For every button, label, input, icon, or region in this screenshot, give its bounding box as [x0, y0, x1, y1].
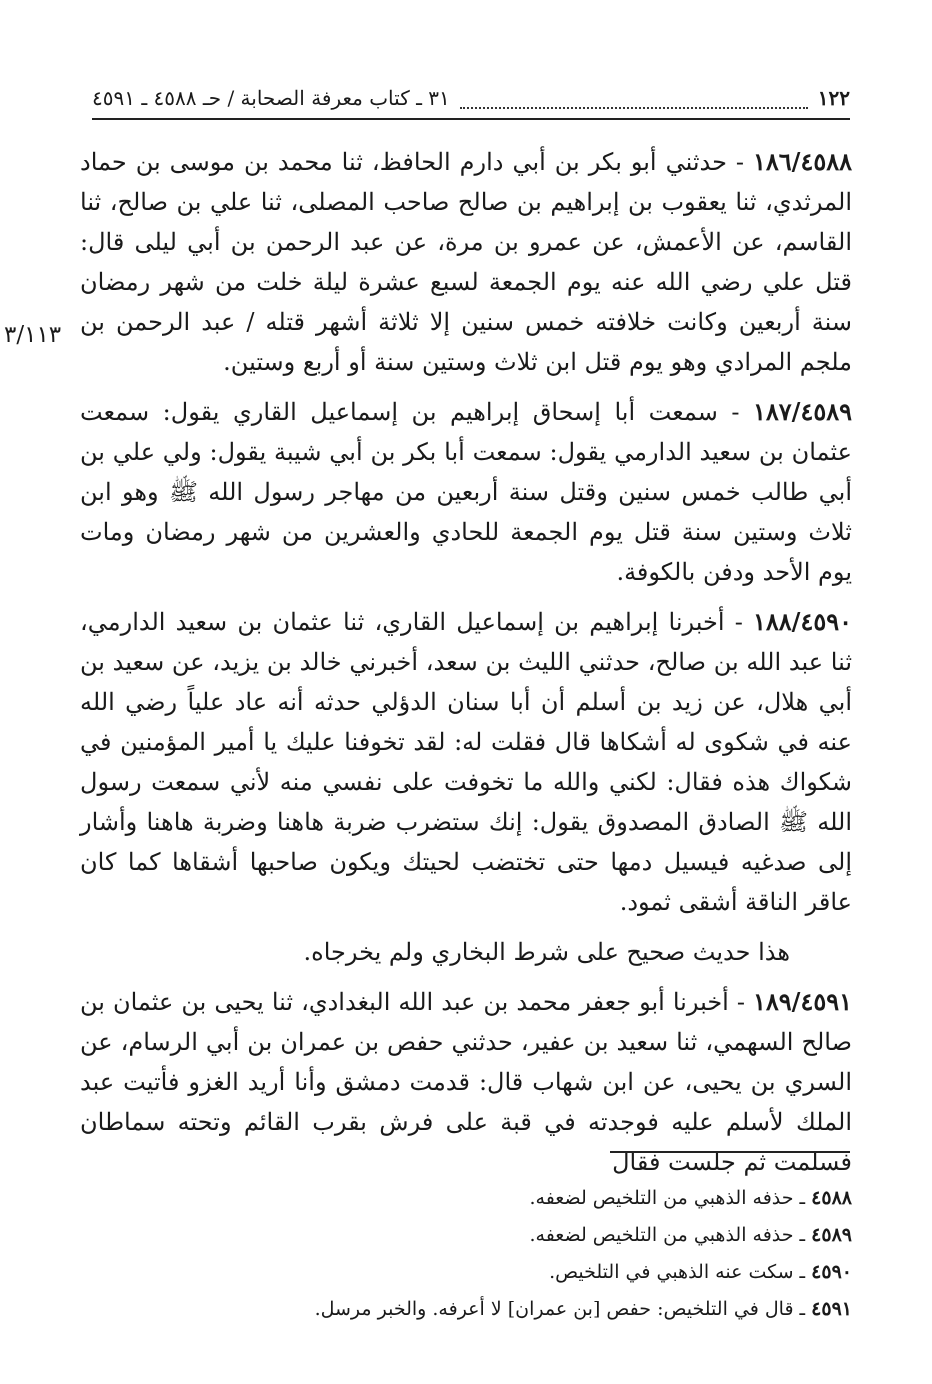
- footnote-text: ـ حذفه الذهبي من التلخيص لضعفه.: [529, 1187, 812, 1209]
- hadith-text: - سمعت أبا إسحاق إبراهيم بن إسماعيل القاري يقول: سمعت عثمان بن سعيد الدارمي يقول: سمعت أبا بكر بن أبي شيبة يقول: ولي علي بن أبي طالب خمس سنين وقتل سنة أربعين من مهاجر رسول الله ﷺ وهو ابن ثلاث وستين سنة قتل يوم الجمعة للحادي والعشرين من شهر رمضان ومات يوم الأحد ودفن بالكوفة.: [80, 398, 853, 586]
- grading-statement: [80, 932, 852, 972]
- footnote-number: ٤٥٨٨: [811, 1187, 852, 1209]
- hadith-number: ١٨٦/٤٥٨٨: [753, 147, 852, 176]
- running-header: [92, 86, 850, 120]
- footnote: [120, 1217, 852, 1254]
- header-dot-leader: [460, 95, 808, 109]
- grading-text: هذا حديث صحيح على شرط البخاري ولم يخرجاه.: [303, 938, 790, 966]
- hadith-number: ١٨٨/٤٥٩٠: [753, 607, 852, 636]
- page-number: ١٢٢: [817, 86, 850, 110]
- chapter-title: ٣١ ـ كتاب معرفة الصحابة / حـ ٤٥٨٨ ـ ٤٥٩١: [92, 86, 450, 110]
- footnote-text: ـ سكت عنه الذهبي في التلخيص.: [549, 1261, 812, 1283]
- hadith-text: - أخبرنا أبو جعفر محمد بن عبد الله البغدادي، ثنا يحيى بن عثمان بن صالح السهمي، ثنا سعيد بن عفير، حدثني حفص بن عمران بن أبي الرسام، عن السري بن يحيى، عن ابن شهاب قال: قدمت دمشق وأنا أريد الغزو فأتيت عبد الملك لأسلم عليه فوجدته في قبة على فرش بقرب القائم وتحته سماطان فسلمت ثم جلست فقال: [80, 988, 852, 1176]
- footnote: [120, 1291, 852, 1328]
- hadith-number: ١٨٩/٤٥٩١: [753, 987, 852, 1016]
- hadith-text: - أخبرنا إبراهيم بن إسماعيل القاري، ثنا عثمان بن سعيد الدارمي، ثنا عبد الله بن صالح، حدثني الليث بن سعد، أخبرني خالد بن يزيد، عن سعيد بن أبي هلال، عن زيد بن أسلم أن أبا سنان الدؤلي حدثه أنه عاد علياً رضي الله عنه في شكوى له أشكاها قال فقلت له: لقد تخوفنا عليك يا أمير المؤمنين في شكواك هذه فقال: لكني والله ما تخوفت على نفسي منه لأني سمعت رسول الله ﷺ الصادق المصدوق يقول: إنك ستضرب ضربة هاهنا وضربة هاهنا وأشار إلى صدغيه فيسيل دمها حتى تختضب لحيتك ويكون صاحبها أشقاها كما كان عاقر الناقة أشقى ثمود.: [80, 608, 852, 916]
- footnote-separator: [610, 1151, 850, 1153]
- hadith-number: ١٨٧/٤٥٨٩: [753, 397, 852, 426]
- footnote-text: ـ حذفه الذهبي من التلخيص لضعفه.: [529, 1224, 812, 1246]
- footnote: [120, 1254, 852, 1291]
- footnote-number: ٤٥٩١: [811, 1298, 852, 1320]
- footnote-text: ـ قال في التلخيص: حفص [بن عمران] لا أعرفه. والخبر مرسل.: [314, 1298, 812, 1320]
- hadith-paragraph: [80, 142, 852, 382]
- hadith-paragraph: [80, 602, 852, 922]
- footnote: [120, 1180, 852, 1217]
- hadith-text: - حدثني أبو بكر بن أبي دارم الحافظ، ثنا محمد بن موسى بن حماد المرثدي، ثنا يعقوب بن إبراهيم بن صالح صاحب المصلى، ثنا علي بن صالح، ثنا القاسم، عن الأعمش، عن عمرو بن مرة، عن عبد الرحمن بن أبي ليلى قال: قتل علي رضي الله عنه يوم الجمعة لسبع عشرة ليلة خلت من شهر رمضان سنة أربعين وكانت خلافته خمس سنين إلا ثلاثة أشهر قتله / عبد الرحمن بن ملجم المرادي وهو يوم قتل ابن ثلاث وستين سنة أو أربع وستين.: [80, 148, 852, 376]
- main-text: [80, 142, 852, 1192]
- hadith-paragraph: [80, 392, 852, 592]
- footnote-number: ٤٥٨٩: [811, 1224, 852, 1246]
- footnotes: [120, 1180, 852, 1328]
- margin-volume-reference: ٣/١١٣: [4, 322, 62, 348]
- footnote-number: ٤٥٩٠: [811, 1261, 852, 1283]
